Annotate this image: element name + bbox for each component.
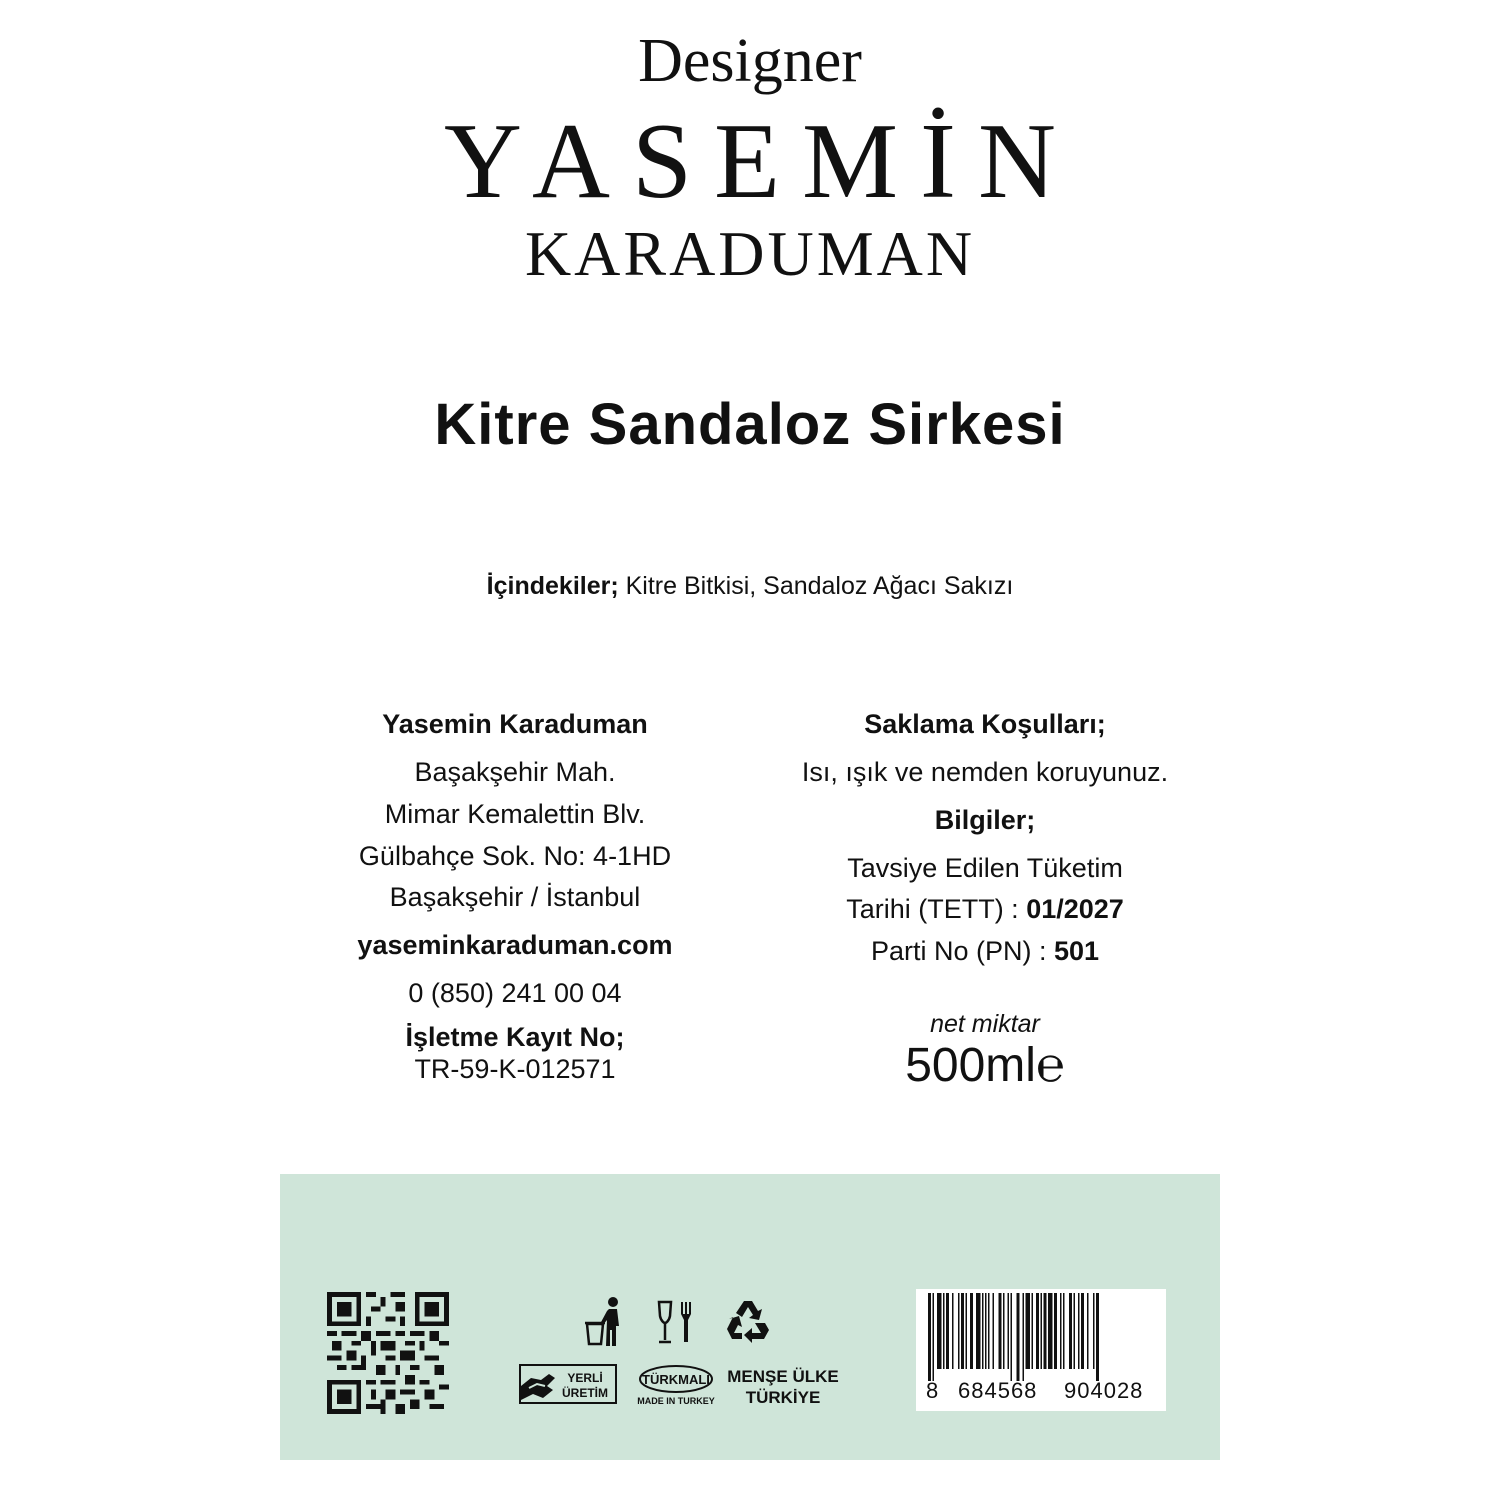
barcode-bar [1093,1293,1095,1369]
barcode-bar [1044,1293,1047,1369]
storage-text: Isı, ışık ve nemden koruyunuz. [801,756,1169,787]
barcode-bar [1054,1293,1057,1369]
barcode-bar [933,1293,935,1381]
address-line: Mimar Kemalettin Blv. [384,798,646,829]
trash-bin-icon [583,1296,631,1348]
pn-line [745,931,1225,973]
product-name: Kitre Sandaloz Sirkesi [434,392,1066,457]
barcode-bars [916,1293,1166,1381]
barcode-bar [943,1293,945,1369]
barcode-bar [928,1293,931,1381]
barcode-bar [952,1293,954,1369]
info-label: Bilgiler; [934,804,1036,835]
qr-code [327,1292,449,1414]
barcode-bar [958,1293,960,1369]
barcode-bar [1069,1293,1072,1369]
barcode-bar [1078,1293,1080,1369]
address-line: Başakşehir / İstanbul [389,882,641,913]
info-line: Tavsiye Edilen Tüketim [847,852,1123,883]
brand-karaduman: KARADUMAN [524,218,976,289]
barcode-bar [1087,1293,1089,1369]
barcode-first-digit: 8 [926,1378,939,1403]
company-phone: 0 (850) 241 00 04 [408,978,622,1009]
barcode-bar [988,1293,990,1369]
barcode-bar [1096,1293,1099,1381]
turkmali-text: TÜRKMALI [642,1372,710,1387]
brand-yasemin: YASEMİN [443,102,1079,221]
food-contact-icon [656,1300,698,1346]
brand-designer: Designer [638,27,862,95]
barcode-bar [993,1293,995,1369]
pn-value: 501 [1053,936,1100,967]
barcode-bar [946,1293,949,1369]
storage-label: Saklama Koşulları; [864,709,1106,739]
origin-label: MENŞE ÜLKE [727,1367,839,1386]
tett-value: 01/2027 [1026,894,1124,925]
barcode-bar [1081,1293,1084,1369]
barcode-bar [937,1293,942,1369]
recycle-icon [724,1298,772,1344]
barcode-bar [1041,1293,1043,1369]
barcode-bar [976,1293,981,1369]
turkmali-badge [636,1364,716,1410]
address-line: Başakşehir Mah. [414,756,616,787]
barcode-bar [966,1293,968,1369]
tett-line [745,889,1225,931]
barcode-bar [1026,1293,1031,1369]
storage-info [745,704,1225,973]
barcode-bar [982,1293,984,1369]
barcode-bar [985,1293,987,1369]
barcode-bar [1023,1293,1025,1381]
origin-value: TÜRKİYE [745,1388,821,1408]
ingredients-label: İçindekiler; [486,572,619,600]
barcode-bar [1008,1293,1010,1369]
registry-number: TR-59-K-012571 [414,1054,616,1085]
barcode-bar [1036,1293,1039,1369]
uretim-text: ÜRETİM [562,1386,608,1400]
made-in-turkey-text: MADE IN TURKEY [637,1396,715,1406]
yerli-uretim-badge [519,1364,617,1404]
barcode-bar [1048,1293,1053,1369]
barcode-bar [1003,1293,1005,1369]
barcode-bar [961,1293,964,1369]
company-info [275,704,755,1086]
net-quantity-label: net miktar [930,1010,1040,1038]
barcode-bar [1011,1293,1013,1381]
net-quantity-value: 500ml℮ [905,1039,1065,1092]
ingredients-text: Kitre Bitkisi, Sandaloz Ağacı Sakızı [618,572,1014,600]
company-name: Yasemin Karaduman [382,709,648,739]
barcode-bar [999,1293,1002,1369]
barcode-bar [970,1293,973,1369]
barcode-bar [1060,1293,1062,1369]
barcode-bar [1074,1293,1076,1369]
barcode-bar [1017,1293,1020,1381]
pn-label: Parti No (PN) : [870,936,1054,967]
origin-country [725,1366,841,1409]
yerli-text: YERLİ [567,1371,603,1385]
barcode-bar [1032,1293,1034,1369]
company-website: yaseminkaraduman.com [357,930,673,961]
barcode-left-group: 684568 [958,1378,1038,1403]
address-line: Gülbahçe Sok. No: 4-1HD [358,840,672,871]
tett-label: Tarihi (TETT) : [846,894,1027,925]
barcode-bar [1063,1293,1065,1369]
barcode-right-group: 904028 [1064,1378,1144,1403]
ingredients [0,570,1500,603]
registry-label: İşletme Kayıt No; [405,1021,625,1052]
